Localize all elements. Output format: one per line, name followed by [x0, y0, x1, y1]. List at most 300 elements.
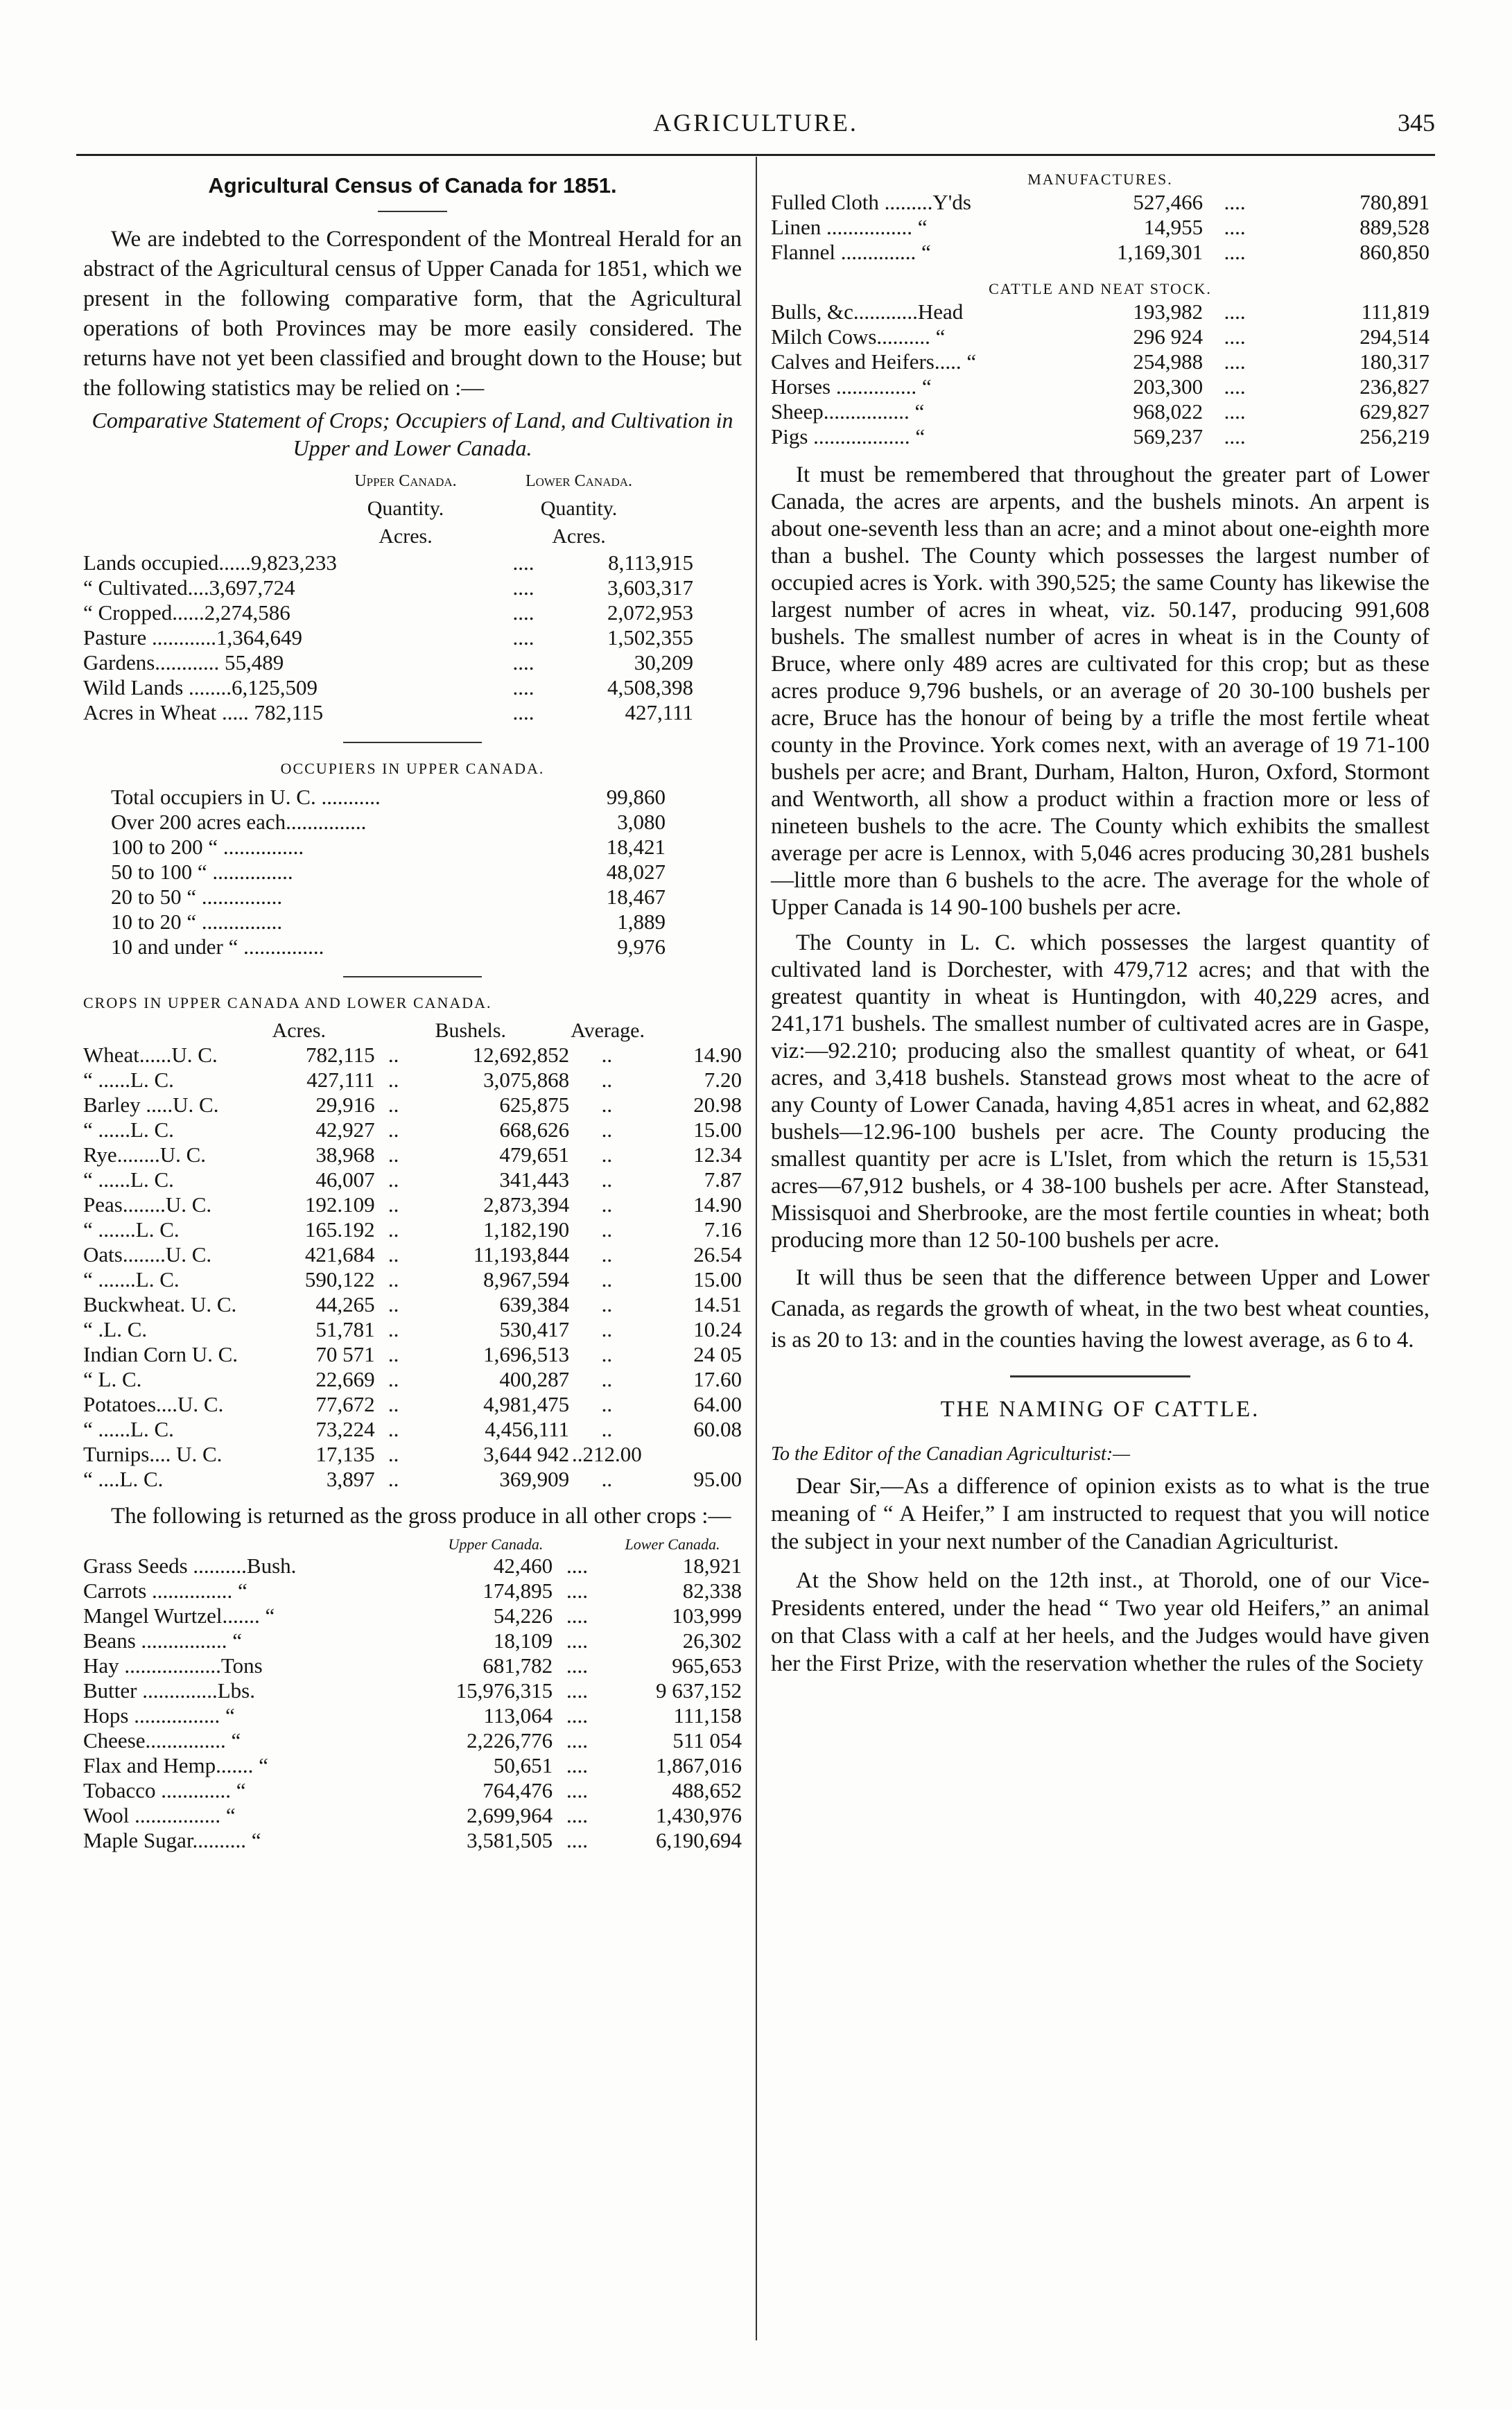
crops-row-cell: 95.00	[693, 1467, 742, 1491]
lower-canada-head: Lower Canada.	[525, 472, 633, 490]
crops-row-cell: Oats........U. C.	[83, 1242, 212, 1267]
table1-row-cell: 1,502,355	[607, 625, 693, 650]
crops-row-cell: 60.08	[693, 1417, 742, 1441]
crops-row-cell: 44,265	[315, 1292, 375, 1316]
gross-row-cell: 50,651	[493, 1753, 553, 1777]
cattle-row-cell: ....	[1224, 299, 1246, 324]
gross-row-cell: 103,999	[672, 1603, 742, 1628]
crops-row-cell: 1,696,513	[483, 1342, 570, 1366]
occupiers-row	[111, 835, 666, 860]
crops-row-cell: 38,968	[315, 1142, 375, 1167]
crops-row-cell: ..	[601, 1117, 613, 1142]
crops-acres-head: Acres.	[272, 1019, 326, 1042]
gross-row-cell: Grass Seeds ..........Bush.	[83, 1554, 297, 1578]
table1-row	[83, 700, 693, 725]
manufactures-row-cell: 780,891	[1359, 190, 1430, 214]
table1-row-cell: 30,209	[634, 650, 693, 675]
comparative-title: Comparative Statement of Crops; Occupiers of Land, and Cultivation in Upper and Lower Canada.	[92, 408, 733, 460]
cattle-row-cell: 629,827	[1359, 399, 1430, 424]
gross-row-cell: 6,190,694	[656, 1828, 742, 1852]
acres-head-upper: Acres.	[379, 525, 433, 548]
occupiers-row	[111, 860, 666, 885]
table1-row-cell: ....	[512, 675, 535, 699]
crops-row-cell: 46,007	[315, 1167, 375, 1192]
table1-row	[83, 625, 693, 650]
occupiers-row	[111, 810, 666, 835]
crops-row	[83, 1342, 742, 1367]
table1-row-cell: Acres in Wheat ..... 782,115	[83, 700, 324, 724]
gross-row-cell: ....	[566, 1778, 588, 1802]
crops-row-cell: “ .......L. C.	[83, 1217, 180, 1242]
occupiers-row-cell: 99,860	[606, 785, 666, 809]
gross-row	[83, 1628, 742, 1653]
gross-row-cell: Beans ................ “	[83, 1628, 243, 1653]
cattle-row-cell: 968,022	[1133, 399, 1203, 424]
gross-row	[83, 1678, 742, 1703]
cattle-row-cell: 180,317	[1359, 349, 1430, 374]
cattle-stock-heading: CATTLE AND NEAT STOCK.	[989, 280, 1212, 297]
gross-row-cell: Hops ................ “	[83, 1703, 235, 1728]
crops-row-cell: ..	[388, 1342, 399, 1366]
crops-row-cell: ..	[388, 1192, 399, 1217]
table1-row-cell: Lands occupied......9,823,233	[83, 550, 337, 575]
gross-row	[83, 1554, 742, 1579]
table1-row-cell: 2,072,953	[607, 600, 693, 625]
page-header	[76, 104, 1435, 146]
gross-row-cell: Hay ..................Tons	[83, 1653, 263, 1678]
crops-table	[83, 1043, 742, 1492]
gross-row	[83, 1579, 742, 1603]
crops-row-cell: 12,692,852	[472, 1043, 570, 1067]
right-column	[771, 171, 1430, 1678]
crops-row	[83, 1367, 742, 1392]
manufactures-table	[771, 190, 1430, 265]
manufactures-row-cell: Flannel .............. “	[771, 240, 931, 264]
manufactures-heading: MANUFACTURES.	[1027, 171, 1173, 188]
manufactures-row-cell: 889,528	[1359, 215, 1430, 239]
title-rule	[378, 211, 447, 212]
occupiers-row-cell: 18,467	[606, 885, 666, 909]
crops-row-cell: 12.34	[693, 1142, 742, 1167]
gross-row-cell: Tobacco ............. “	[83, 1778, 246, 1802]
crops-row-cell: 24 05	[693, 1342, 742, 1366]
crops-row-cell: ..	[601, 1367, 613, 1391]
crops-row	[83, 1068, 742, 1093]
gross-row-cell: 18,109	[493, 1628, 553, 1653]
crops-heading: CROPS IN UPPER CANADA AND LOWER CANADA.	[83, 994, 492, 1011]
cattle-row	[771, 299, 1430, 324]
cattle-row-cell: Bulls, &c............Head	[771, 299, 964, 324]
crops-row-cell: ..	[388, 1167, 399, 1192]
quantity-head-lower: Quantity.	[540, 497, 618, 520]
crops-row-cell: 400,287	[499, 1367, 570, 1391]
gross-row-cell: 1,867,016	[656, 1753, 742, 1777]
manufactures-row-cell: 527,466	[1133, 190, 1203, 214]
cattle-row-cell: 254,988	[1133, 349, 1203, 374]
gross-row-cell: 488,652	[672, 1778, 742, 1802]
table1-row-cell: Wild Lands ........6,125,509	[83, 675, 318, 699]
table1-row-cell: Pasture ............1,364,649	[83, 625, 303, 650]
crops-row-cell: 3,897	[326, 1467, 375, 1491]
table1-row-cell: 3,603,317	[607, 575, 693, 600]
crops-row-cell: ..	[601, 1068, 613, 1092]
gross-row	[83, 1828, 742, 1853]
occupiers-row-cell: 18,421	[606, 835, 666, 859]
crops-row-cell: 29,916	[315, 1093, 375, 1117]
crops-row-cell: 165.192	[304, 1217, 375, 1242]
crops-row-cell: ..	[388, 1043, 399, 1067]
crops-row-cell: ..	[601, 1167, 613, 1192]
gross-row-cell: Maple Sugar.......... “	[83, 1828, 261, 1852]
intro-paragraph: We are indebted to the Correspondent of the Montreal Herald for an abstract of the Agricultural census of Upper Canada for 1851, which we present in the following comparative form, that the Agricultural operations of both Provinces may be more easily considered. The returns have not yet been classified and brought down to the House; but the following statistics may be relied on :—	[83, 227, 742, 401]
crops-row-cell: ..	[388, 1292, 399, 1316]
crops-row-cell: 14.90	[693, 1043, 742, 1067]
cattle-row-cell: 193,982	[1133, 299, 1203, 324]
gross-row-cell: 965,653	[672, 1653, 742, 1678]
crops-row-cell: 421,684	[304, 1242, 375, 1267]
crops-row-cell: 73,224	[315, 1417, 375, 1441]
crops-row-cell: ..	[601, 1093, 613, 1117]
manufactures-row	[771, 240, 1430, 265]
occupiers-row-cell: 10 to 20 “ ...............	[111, 910, 283, 934]
table1-row-cell: 427,111	[625, 700, 693, 724]
occupiers-row	[111, 934, 666, 959]
gross-row-cell: Flax and Hemp....... “	[83, 1753, 268, 1777]
occupiers-row	[111, 885, 666, 910]
paragraph-difference: It will thus be seen that the difference between Upper and Lower Canada, as regards the growth of wheat, in the two best wheat counties, is as 20 to 13: and in the counties having the lowest average, as 6 to 4.	[771, 1265, 1430, 1353]
cattle-row-cell: Pigs .................. “	[771, 424, 926, 449]
cattle-row	[771, 349, 1430, 374]
gross-row-cell: Wool ................ “	[83, 1803, 236, 1827]
crops-row-cell: “ .......L. C.	[83, 1267, 180, 1292]
crops-row-cell: 341,443	[499, 1167, 570, 1192]
crops-row-cell: 10.24	[693, 1317, 742, 1341]
crops-row-cell: ..	[388, 1117, 399, 1142]
crops-row-cell: Barley .....U. C.	[83, 1093, 219, 1117]
crops-row-cell: 64.00	[693, 1392, 742, 1416]
left-column	[83, 173, 742, 1853]
crops-row-cell: 782,115	[306, 1043, 375, 1067]
manufactures-row-cell: 860,850	[1359, 240, 1430, 264]
crops-row	[83, 1167, 742, 1192]
gross-intro: The following is returned as the gross produce in all other crops :—	[111, 1504, 731, 1529]
manufactures-row-cell: 1,169,301	[1117, 240, 1203, 264]
occupiers-table	[111, 785, 666, 959]
gross-row-cell: 681,782	[483, 1653, 553, 1678]
gross-row-cell: ....	[566, 1579, 588, 1603]
crops-row-cell: 590,122	[304, 1267, 375, 1292]
crops-row-cell: 20.98	[693, 1093, 742, 1117]
crops-row-cell: 70 571	[315, 1342, 375, 1366]
crops-row-cell: 8,967,594	[483, 1267, 570, 1292]
gross-row-cell: 2,699,964	[467, 1803, 553, 1827]
crops-row-cell: 22,669	[315, 1367, 375, 1391]
crops-row	[83, 1317, 742, 1342]
crops-row	[83, 1093, 742, 1117]
crops-row-cell: 26.54	[693, 1242, 742, 1267]
gross-row-cell: 511 054	[672, 1728, 742, 1753]
crops-row-cell: 7.16	[704, 1217, 742, 1242]
crops-row-cell: ..	[388, 1317, 399, 1341]
gross-row-cell: ....	[566, 1828, 588, 1852]
section-rule-2	[343, 976, 482, 977]
letter-addressee: To the Editor of the Canadian Agriculturist:—	[771, 1443, 1131, 1465]
crops-row-cell: ..	[601, 1467, 613, 1491]
gross-row-cell: 764,476	[483, 1778, 553, 1802]
crops-row-cell: “ ......L. C.	[83, 1068, 174, 1092]
gross-row	[83, 1703, 742, 1728]
gross-row-cell: ....	[566, 1728, 588, 1753]
manufactures-row-cell: ....	[1224, 215, 1246, 239]
crops-row-cell: 427,111	[306, 1068, 375, 1092]
crops-row-cell: ..	[388, 1467, 399, 1491]
gross-upper-head: Upper Canada.	[448, 1536, 544, 1553]
crops-row-cell: ..	[601, 1417, 613, 1441]
occupiers-row	[111, 910, 666, 934]
occupiers-row-cell: 100 to 200 “ ...............	[111, 835, 304, 859]
quantity-head-upper: Quantity.	[367, 497, 444, 520]
gross-row-cell: ....	[566, 1753, 588, 1777]
crops-row-cell: 4,981,475	[483, 1392, 570, 1416]
crops-row-cell: ..	[388, 1217, 399, 1242]
crops-row-cell: 4,456,111	[485, 1417, 570, 1441]
paragraph-lower-canada: The County in L. C. which possesses the largest quantity of cultivated land is Dorchester, with 479,712 acres; and that with the greatest quantity in wheat is Huntingdon, with 40,229 acres, and 241,171 bushels. The smallest number of cultivated acres are in Gaspe, viz:—92.210; producing also the smallest quantity of wheat, or 641 acres, and 3,418 bushels. Stanstead grows most wheat to the acre of any County of Lower Canada, having 4,851 acres in wheat, and 62,882 bushels—12.96-100 bushels per acre. The County producing the smallest quantity per acre is L'Islet, from which the return is 15,531 acres—67,912 bushels, or 4 38-100 bushels per acre. After Stanstead, Missisquoi and Sherbrooke, are the most fertile counties in wheat; both producing more than 12 50-100 bushels per acre.	[771, 930, 1430, 1253]
crops-bushels-head: Bushels.	[435, 1019, 506, 1042]
manufactures-row	[771, 215, 1430, 240]
gross-row-cell: 82,338	[682, 1579, 742, 1603]
gross-row	[83, 1728, 742, 1753]
acres-head-lower: Acres.	[552, 525, 606, 548]
crops-row-cell: 3,644 942	[483, 1442, 570, 1466]
table1-row-cell: “ Cultivated....3,697,724	[83, 575, 295, 600]
cattle-row-cell: ....	[1224, 374, 1246, 399]
crops-row-cell: ..	[601, 1043, 613, 1067]
crops-row-cell: 369,909	[499, 1467, 570, 1491]
gross-row	[83, 1753, 742, 1778]
table1-row-cell: ....	[512, 600, 535, 625]
crops-row-cell: Buckwheat. U. C.	[83, 1292, 237, 1316]
crops-row-cell	[645, 1442, 742, 1467]
table1-row-cell: ....	[512, 700, 535, 724]
occupiers-row-cell: 3,080	[617, 810, 666, 834]
cattle-row	[771, 374, 1430, 399]
crops-row-cell: “ ......L. C.	[83, 1167, 174, 1192]
gross-row-cell: 18,921	[682, 1554, 742, 1578]
gross-row-cell: ....	[566, 1703, 588, 1728]
crops-row	[83, 1217, 742, 1242]
table1-row	[83, 550, 693, 575]
crops-row-cell: 639,384	[499, 1292, 570, 1316]
crops-row-cell: ..	[388, 1367, 399, 1391]
crops-row-cell: Peas........U. C.	[83, 1192, 212, 1217]
occupiers-row-cell: 48,027	[606, 860, 666, 884]
table1-row-cell: ....	[512, 625, 535, 650]
table1-row	[83, 600, 693, 625]
crops-row-cell: “ L. C.	[83, 1367, 142, 1391]
article-title: Agricultural Census of Canada for 1851.	[208, 173, 617, 198]
running-title: AGRICULTURE.	[653, 109, 858, 137]
crops-row-cell: Wheat......U. C.	[83, 1043, 218, 1067]
table1-row	[83, 575, 693, 600]
cattle-row-cell: 569,237	[1133, 424, 1203, 449]
gross-row-cell: ....	[566, 1653, 588, 1678]
gross-row-cell: 2,226,776	[467, 1728, 553, 1753]
crops-row	[83, 1467, 742, 1492]
gross-row-cell: ....	[566, 1628, 588, 1653]
crops-row-cell: 15.00	[693, 1267, 742, 1292]
crops-row-cell: 668,626	[499, 1117, 570, 1142]
crops-row-cell: 14.90	[693, 1192, 742, 1217]
section-rule	[343, 742, 482, 743]
cattle-row-cell: ....	[1224, 399, 1246, 424]
cattle-row-cell: Horses ............... “	[771, 374, 932, 399]
crops-row-cell: 51,781	[315, 1317, 375, 1341]
gross-row-cell: 42,460	[493, 1554, 553, 1578]
crops-row-cell: ..	[601, 1192, 613, 1217]
gross-row-cell: ....	[566, 1554, 588, 1578]
paragraph-arpents: It must be remembered that throughout the greater part of Lower Canada, the acres are arpents, and the bushels minots. An arpent is about one-seventh less than an acre; and a minot about one-eighth more than a bushel. The County which possesses the largest number of occupied acres is York. with 390,525; the same County has likewise the largest number of acres in wheat, viz. 50.147, producing 991,608 bushels. The smallest number of acres in wheat is in the County of Bruce, where only 489 acres are cultivated for this crop; but as these acres produce 9,796 bushels, or an average of 20 30-100 bushels per acre, Bruce has the honour of being by a trifle the most fertile wheat county in the Province. York comes next, with an average of 19 71-100 bushels per acre; and Brant, Durham, Halton, Huron, Oxford, Stormont and Wentworth, all show a product within a fraction more or less of nineteen bushels to the acre. The County which exhibits the smallest average per acre is Lennox, with 5,046 acres producing 30,281 bushels—little more than 6 bushels to the acre. The average for the whole of Upper Canada is 14 90-100 bushels per acre.	[771, 462, 1430, 920]
crops-header	[83, 1019, 742, 1043]
gross-row	[83, 1778, 742, 1803]
crops-row-cell: ..	[601, 1142, 613, 1167]
occupiers-row-cell: Over 200 acres each...............	[111, 810, 367, 834]
crops-occupiers-table	[83, 550, 693, 725]
crops-row-cell: ..	[388, 1093, 399, 1117]
gross-row-cell: Butter ..............Lbs.	[83, 1678, 255, 1703]
manufactures-row-cell: Linen ................ “	[771, 215, 928, 239]
gross-row-cell: Mangel Wurtzel....... “	[83, 1603, 275, 1628]
cattle-row-cell: Milch Cows.......... “	[771, 324, 946, 349]
crops-row-cell: ..	[601, 1342, 613, 1366]
crops-row-cell: 11,193,844	[473, 1242, 570, 1267]
gross-row-cell: 113,064	[483, 1703, 553, 1728]
table1-row-cell: 4,508,398	[607, 675, 693, 699]
crops-row-cell: 15.00	[693, 1117, 742, 1142]
crops-row	[83, 1292, 742, 1317]
gross-lower-head: Lower Canada.	[625, 1536, 720, 1553]
gross-row-cell: ....	[566, 1603, 588, 1628]
cattle-row-cell: 203,300	[1133, 374, 1203, 399]
occupiers-row	[111, 785, 666, 810]
cattle-row-cell: 296 924	[1133, 324, 1203, 349]
crops-row-cell: 3,075,868	[483, 1068, 570, 1092]
gross-row	[83, 1603, 742, 1628]
crops-row	[83, 1142, 742, 1167]
gross-row-cell: 3,581,505	[467, 1828, 553, 1852]
table1-row-cell: “ Cropped......2,274,586	[83, 600, 290, 625]
crops-row-cell: 77,672	[315, 1392, 375, 1416]
crops-row-cell: 42,927	[315, 1117, 375, 1142]
occupiers-row-cell: 10 and under “ ...............	[111, 934, 324, 959]
gross-row	[83, 1653, 742, 1678]
crops-row-cell: “ ....L. C.	[83, 1467, 164, 1491]
table1-row-cell: 8,113,915	[608, 550, 693, 575]
crops-row-cell: ..	[601, 1217, 613, 1242]
cattle-row	[771, 324, 1430, 349]
manufactures-row	[771, 190, 1430, 215]
crops-row	[83, 1043, 742, 1068]
crops-row	[83, 1117, 742, 1142]
crops-row	[83, 1392, 742, 1417]
crops-row-cell: “ ......L. C.	[83, 1417, 174, 1441]
crops-row-cell: ..	[388, 1242, 399, 1267]
occupiers-heading: OCCUPIERS IN UPPER CANADA.	[280, 760, 545, 777]
gross-row-cell: 15,976,315	[455, 1678, 553, 1703]
crops-row-cell: ..	[601, 1292, 613, 1316]
gross-header	[83, 1536, 742, 1554]
gross-row-cell: 1,430,976	[656, 1803, 742, 1827]
column-divider	[756, 157, 757, 2340]
crops-row-cell: ..	[601, 1242, 613, 1267]
crops-row-cell: 1,182,190	[483, 1217, 570, 1242]
crops-row-cell: ..	[601, 1267, 613, 1292]
table1-row	[83, 675, 693, 700]
crops-row-cell: ..	[388, 1267, 399, 1292]
cattle-row	[771, 424, 1430, 449]
gross-row-cell: ....	[566, 1678, 588, 1703]
crops-row-cell: 530,417	[499, 1317, 570, 1341]
crops-row-cell: Indian Corn U. C.	[83, 1342, 238, 1366]
crops-row-cell: Potatoes....U. C.	[83, 1392, 224, 1416]
occupiers-row-cell: Total occupiers in U. C. ...........	[111, 785, 381, 809]
crops-row-cell: 14.51	[693, 1292, 742, 1316]
letter-paragraph-2: At the Show held on the 12th inst., at Thorold, one of our Vice-Presidents entered, under the head “ Two year old Heifers,” an animal on that Class with a calf at her heels, and the Judges would have given her the First Prize, with the reservation whether the rules of the Society	[771, 1568, 1430, 1676]
manufactures-row-cell: ....	[1224, 240, 1246, 264]
manufactures-row-cell: 14,955	[1143, 215, 1203, 239]
cattle-row-cell: 256,219	[1359, 424, 1430, 449]
table1-row	[83, 650, 693, 675]
header-rule	[76, 154, 1435, 156]
upper-canada-head: Upper Canada.	[354, 472, 457, 490]
naming-of-cattle-title: THE NAMING OF CATTLE.	[940, 1397, 1260, 1422]
article-rule	[1010, 1375, 1190, 1377]
page-number: 345	[1398, 109, 1435, 137]
manufactures-row-cell: ....	[1224, 190, 1246, 214]
gross-row	[83, 1803, 742, 1828]
crops-row	[83, 1192, 742, 1217]
crops-row-cell: 2,873,394	[483, 1192, 570, 1217]
crops-row-cell: 17,135	[315, 1442, 375, 1466]
crops-row-cell: 7.20	[704, 1068, 742, 1092]
occupiers-row-cell: 9,976	[617, 934, 666, 959]
crops-row	[83, 1442, 742, 1467]
cattle-row	[771, 399, 1430, 424]
crops-row-cell: Rye........U. C.	[83, 1142, 207, 1167]
cattle-row-cell: Sheep................ “	[771, 399, 925, 424]
cattle-row-cell: 294,514	[1359, 324, 1430, 349]
crops-row-cell: Turnips.... U. C.	[83, 1442, 223, 1466]
cattle-row-cell: Calves and Heifers..... “	[771, 349, 977, 374]
crops-row-cell: 479,651	[499, 1142, 570, 1167]
crops-row-cell: “ ......L. C.	[83, 1117, 174, 1142]
table1-header	[83, 467, 742, 550]
crops-row	[83, 1417, 742, 1442]
cattle-row-cell: ....	[1224, 324, 1246, 349]
gross-row-cell: 26,302	[682, 1628, 742, 1653]
gross-row-cell: 111,158	[673, 1703, 742, 1728]
crops-average-head: Average.	[571, 1019, 645, 1042]
gross-row-cell: Carrots ............... “	[83, 1579, 247, 1603]
crops-row-cell: ..	[601, 1317, 613, 1341]
crops-row-cell: ..	[388, 1417, 399, 1441]
crops-row-cell: 7.87	[704, 1167, 742, 1192]
letter-paragraph-1: Dear Sir,—As a difference of opinion exists as to what is the true meaning of “ A Heifer,” I am instructed to request that you will notice the subject in your next number of the Canadian Agriculturist.	[771, 1474, 1430, 1554]
gross-row-cell: 174,895	[483, 1579, 553, 1603]
crops-row-cell: 192.109	[304, 1192, 375, 1217]
gross-row-cell: Cheese............... “	[83, 1728, 241, 1753]
table1-row-cell: ....	[512, 650, 535, 675]
manufactures-row-cell: Fulled Cloth .........Y'ds	[771, 190, 971, 214]
